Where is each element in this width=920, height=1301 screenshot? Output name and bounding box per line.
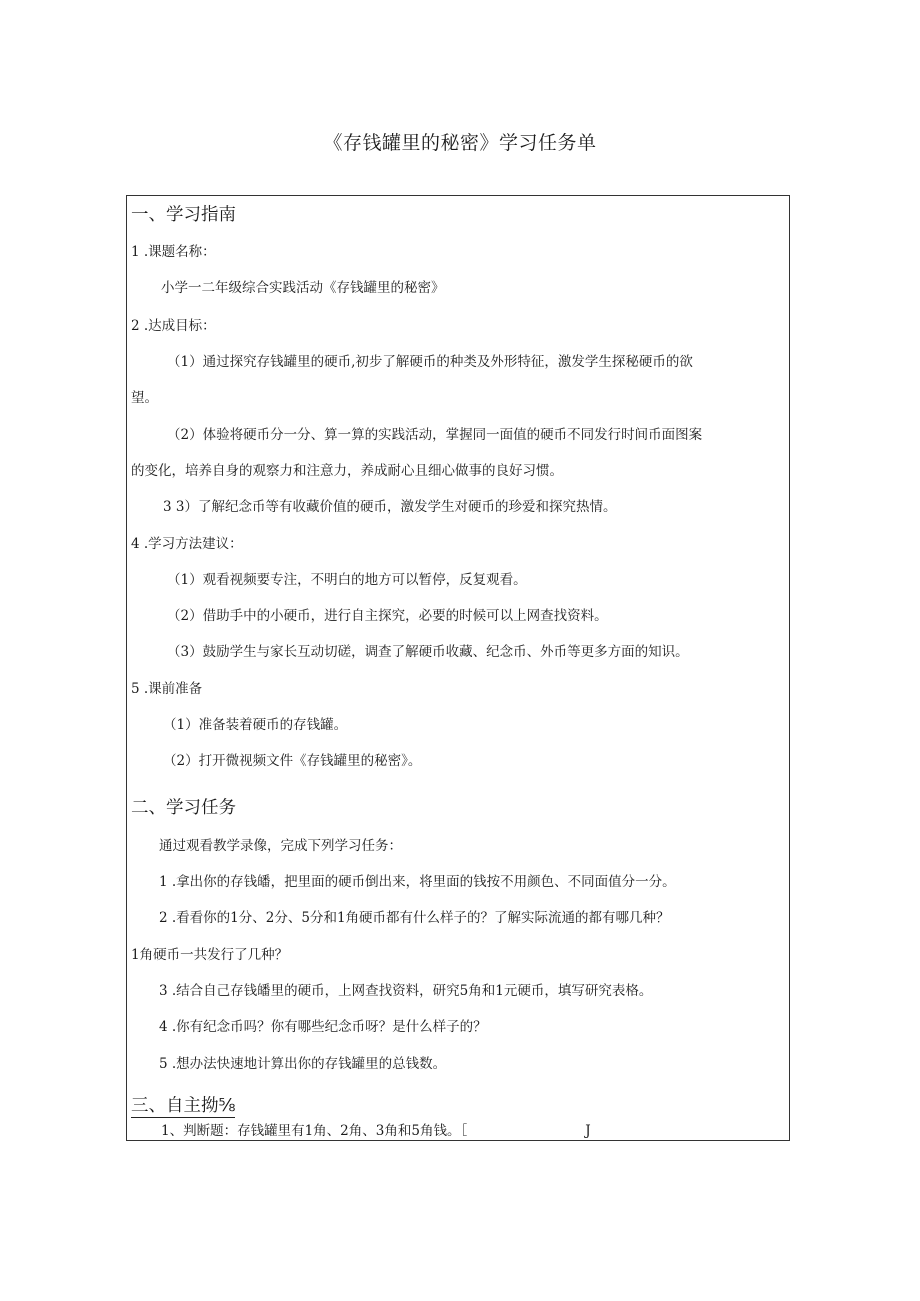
item1-text: 小学一二年级综合实践活动《存钱罐里的秘密》: [161, 280, 445, 296]
method3-line: （3）鼓励学生与家长互动切磋，调查了解硬币收藏、纪念币、外币等更多方面的知识。: [167, 644, 689, 660]
item5-label: 5 .课前准备: [131, 681, 203, 697]
goal2-line-a: （2）体验将硬币分一分、算一算的实践活动，掌握同一面值的硬币不同发行时间币面图案: [167, 427, 703, 443]
item4-label: 4 .学习方法建议：: [131, 536, 243, 552]
question1-line: [161, 1122, 591, 1140]
task5-line: 5 .想办法快速地计算出你的存钱罐里的总钱数。: [159, 1056, 447, 1072]
question1-text: 1、判断题：存钱罐里有1角、2角、3角和5角钱。［: [161, 1123, 468, 1139]
method2-line: （2）借助手中的小硬币，进行自主探究，必要的时候可以上网查找资料。: [167, 608, 608, 624]
goal1-line-b: 望。: [131, 390, 158, 406]
prep1-line: （1）准备装着硬币的存钱罐。: [163, 717, 348, 733]
method1-line: （1）观看视频要专注，不明白的地方可以暂停，反复观看。: [167, 572, 527, 588]
goal3-line: 3 3）了解纪念币等有收藏价值的硬币，激发学生对硬币的珍爱和探究热情。: [163, 499, 617, 515]
prep2-line: （2）打开微视频文件《存钱罐里的秘密》。: [163, 753, 422, 769]
section2-heading: 二、学习任务: [131, 798, 236, 818]
task-sheet-box: [126, 195, 790, 1141]
task4-line: 4 .你有纪念币吗？你有哪些纪念币呀？是什么样子的？: [159, 1019, 487, 1035]
section3-heading: 三、自主拗⅝: [131, 1096, 236, 1116]
task-intro: 通过观看教学录像，完成下列学习任务：: [159, 838, 402, 854]
task1-line: 1 .拿出你的存钱皤，把里面的硬币倒出来，将里面的钱按不用颜色、不同面值分一分。: [159, 874, 676, 890]
question1-close-bracket: J: [585, 1123, 591, 1139]
goal1-line-a: （1）通过探究存钱罐里的硬币,初步了解硬币的种类及外形特征，激发学生探秘硬币的欲: [167, 354, 693, 370]
goal2-line-b: 的变化，培养自身的观察力和注意力，养成耐心且细心做事的良好习惯。: [131, 463, 563, 479]
task3-line: 3 .结合自己存钱皤里的硬币，上网查找资料，研究5角和1元硬币，填写研究表格。: [159, 983, 653, 999]
item1-label: 1 .课题名称：: [131, 244, 216, 260]
page-title: 《存钱罐里的秘密》学习任务单: [323, 132, 597, 154]
task2-line-b: 1角硬币一共发行了几种？: [131, 947, 289, 963]
task2-line-a: 2 .看看你的1分、2分、5分和1角硬币都有什么样子的？了解实际流通的都有哪几种？: [159, 910, 670, 926]
section1-heading: 一、学习指南: [131, 205, 236, 225]
item2-label: 2 .达成目标：: [131, 318, 216, 334]
